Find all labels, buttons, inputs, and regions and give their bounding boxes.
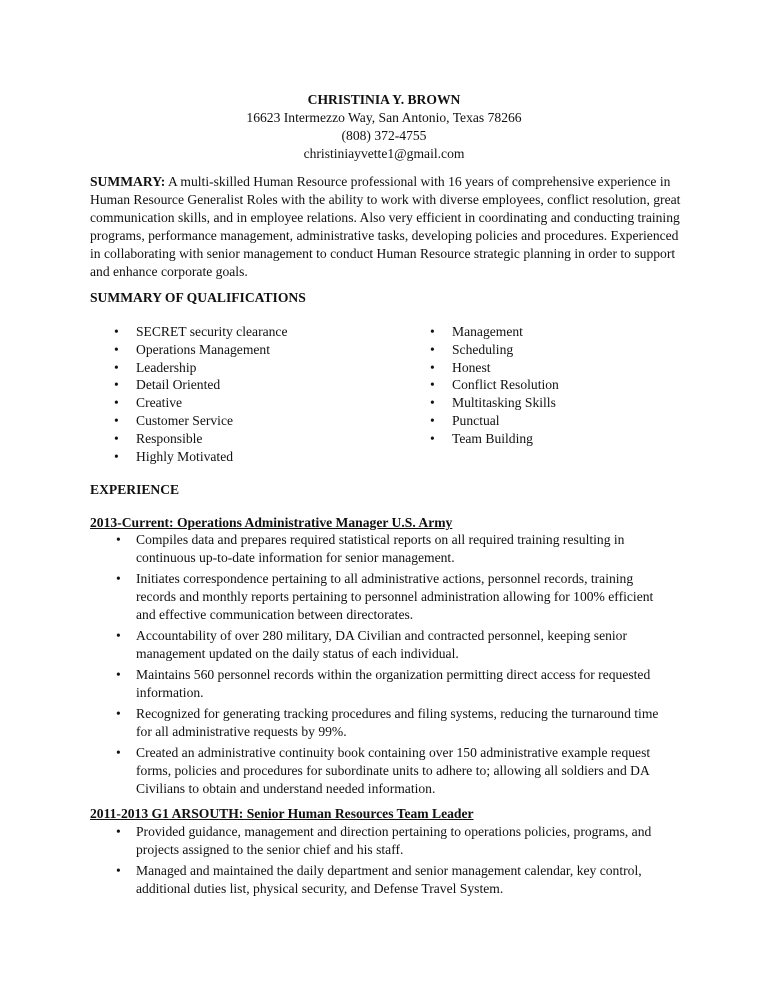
job-duty: • Created an administrative continuity book containing over 150 administrative example request forms, policies and procedures for subordinate units to adhere to; allowing all soldiers and DA Civilians to obtain and understand needed information. <box>116 744 676 798</box>
qualification-item: • Team Building <box>430 430 559 448</box>
qualification-item: • Leadership <box>114 359 288 377</box>
summary-label: SUMMARY: <box>90 174 166 189</box>
qualifications-right-column <box>430 323 559 448</box>
qualification-item: • Detail Oriented <box>114 376 288 394</box>
qualification-item: • Creative <box>114 394 288 412</box>
summary-text: A multi-skilled Human Resource professional with 16 years of comprehensive experience in Human Resource Generalist Roles with the ability to work with diverse employees, conflict resolution, great communication skills, and in employee relations. Also very efficient in coordinating and conducting training programs, performance management, administrative tasks, developing policies and procedures. Experienced in collaborating with senior management to conduct Human Resource strategic planning in order to support and enhance corporate goals. <box>90 174 681 279</box>
qualifications-heading: SUMMARY OF QUALIFICATIONS <box>90 290 306 305</box>
job-duty: • Managed and maintained the daily department and senior management calendar, key control, additional duties list, physical security, and Defense Travel System. <box>116 862 676 898</box>
qualifications-left-column <box>114 323 288 465</box>
summary-section <box>90 173 690 281</box>
qualification-item: • Highly Motivated <box>114 448 288 466</box>
job-duty: • Initiates correspondence pertaining to all administrative actions, personnel records, training records and monthly reports pertaining to personnel administration allowing for 100% efficient and effective communication between directorates. <box>116 570 676 624</box>
candidate-email: christiniayvette1@gmail.com <box>303 146 465 161</box>
experience-heading: EXPERIENCE <box>90 482 180 497</box>
resume-header <box>0 91 768 163</box>
job-title: 2013-Current: Operations Administrative Manager U.S. Army <box>90 515 453 530</box>
job-duties-list <box>116 531 676 801</box>
job-title: 2011-2013 G1 ARSOUTH: Senior Human Resources Team Leader <box>90 806 474 821</box>
qualification-item: • Punctual <box>430 412 559 430</box>
candidate-phone: (808) 372-4755 <box>341 128 427 143</box>
job-duty: • Accountability of over 280 military, DA Civilian and contracted personnel, keeping senior management updated on the daily status of each individual. <box>116 627 676 663</box>
qualification-item: • Customer Service <box>114 412 288 430</box>
qualification-item: • Honest <box>430 359 559 377</box>
qualification-item: • SECRET security clearance <box>114 323 288 341</box>
qualification-item: • Scheduling <box>430 341 559 359</box>
job-duty: • Recognized for generating tracking procedures and filing systems, reducing the turnaround time for all administrative requests by 99%. <box>116 705 676 741</box>
job-duty: • Provided guidance, management and direction pertaining to operations policies, programs, and projects assigned to the senior chief and his staff. <box>116 823 676 859</box>
candidate-name: CHRISTINIA Y. BROWN <box>307 92 461 107</box>
job-duties-list <box>116 823 676 901</box>
job-duty: • Compiles data and prepares required statistical reports on all required training resulting in continuous up-to-date information for senior management. <box>116 531 676 567</box>
job-duty: • Maintains 560 personnel records within the organization permitting direct access for requested information. <box>116 666 676 702</box>
qualification-item: • Operations Management <box>114 341 288 359</box>
qualification-item: • Multitasking Skills <box>430 394 559 412</box>
qualification-item: • Conflict Resolution <box>430 376 559 394</box>
candidate-address: 16623 Intermezzo Way, San Antonio, Texas 78266 <box>246 110 522 125</box>
qualification-item: • Management <box>430 323 559 341</box>
qualification-item: • Responsible <box>114 430 288 448</box>
